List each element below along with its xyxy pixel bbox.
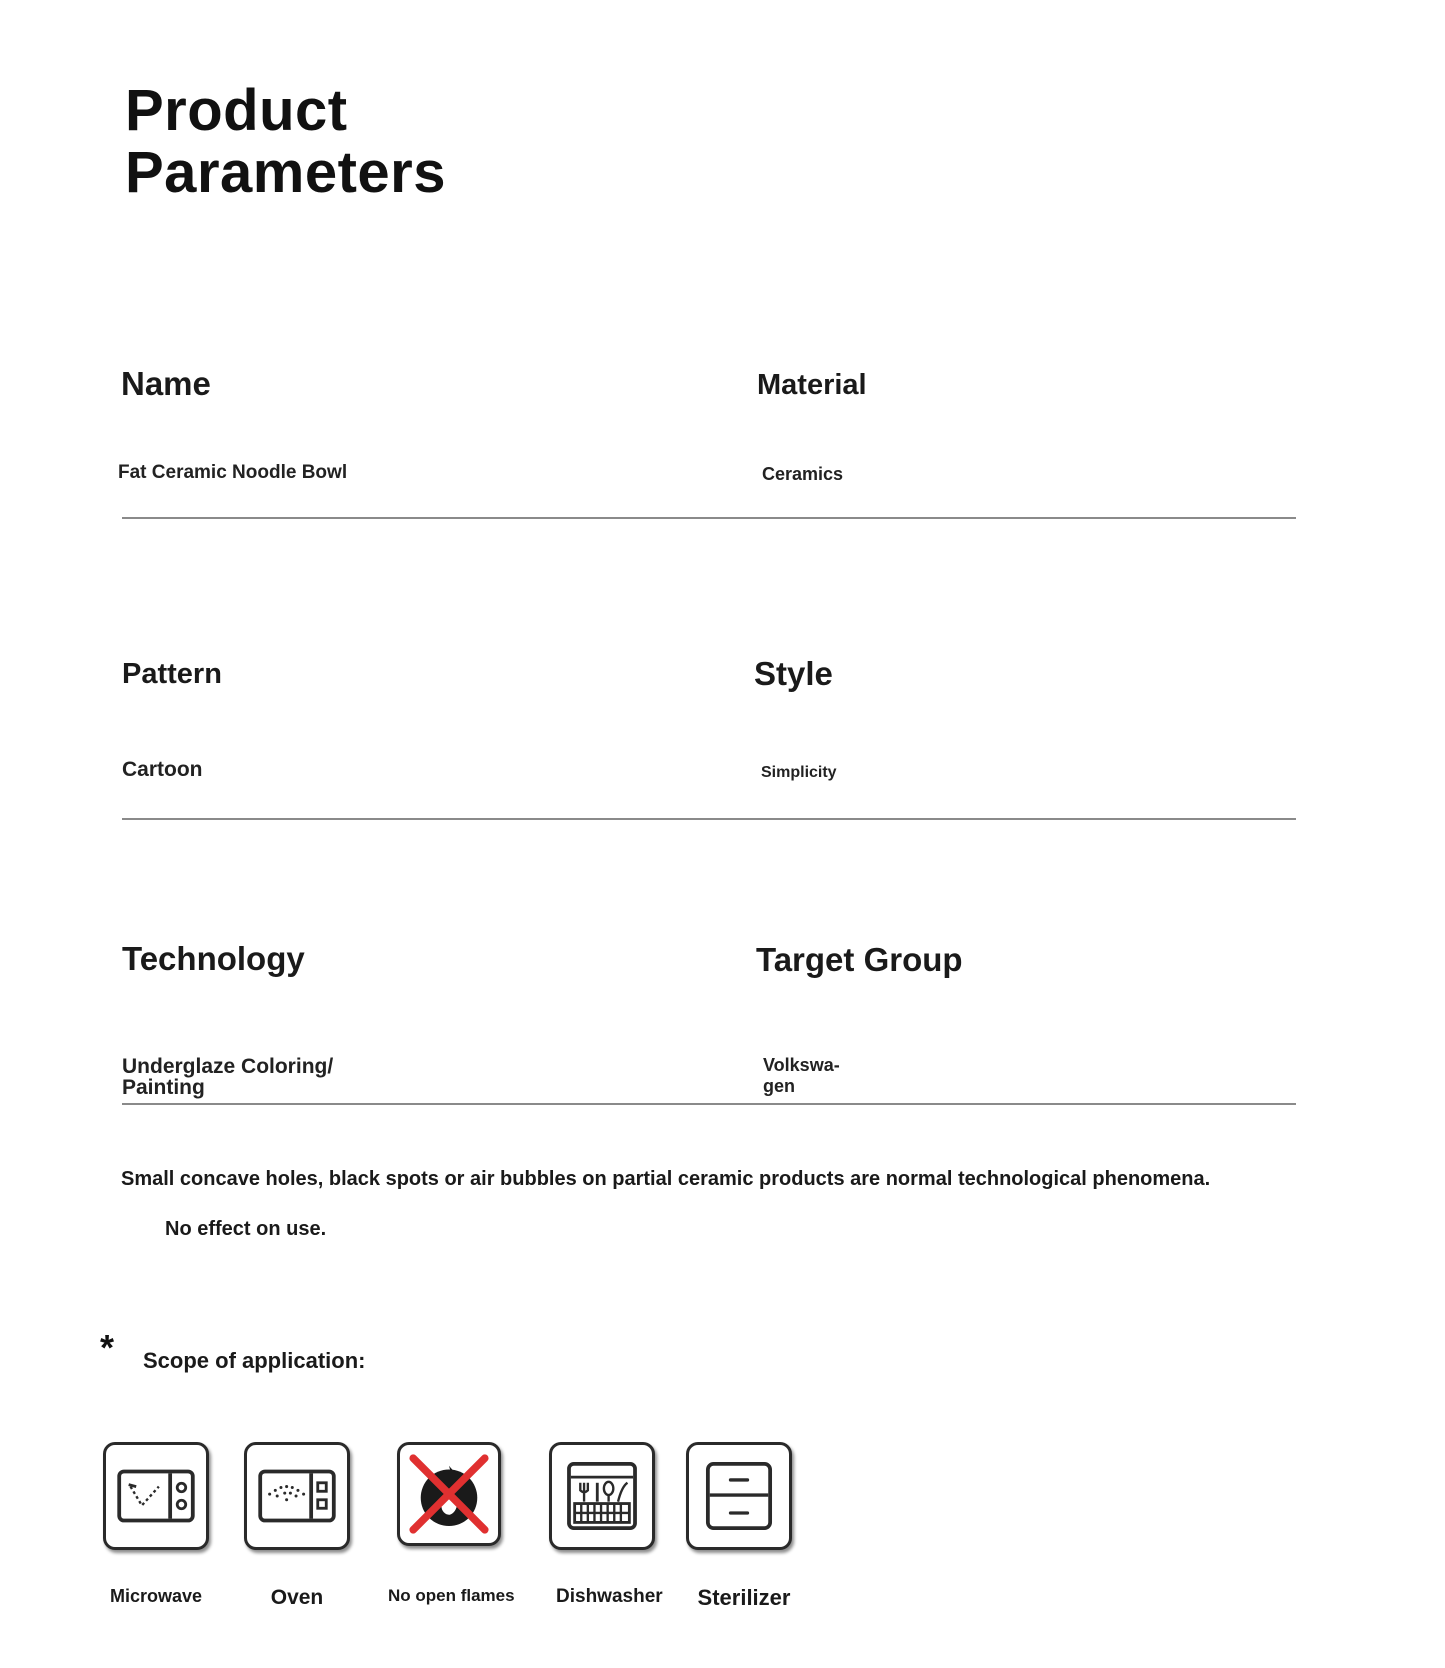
name-label: Name — [121, 365, 211, 402]
style-label: Style — [754, 655, 833, 692]
microwave-icon — [103, 1442, 209, 1550]
divider-row-1 — [122, 517, 1296, 519]
material-value: Ceramics — [762, 464, 844, 484]
material-label: Material — [757, 369, 867, 401]
oven-caption: Oven — [270, 1586, 324, 1609]
technology-value-line-2: Painting — [122, 1076, 205, 1099]
scope-label: Scope of application: — [143, 1348, 366, 1373]
dishwasher-icon — [549, 1442, 655, 1550]
no-open-flames-icon — [397, 1442, 501, 1546]
name-value: Fat Ceramic Noodle Bowl — [118, 462, 348, 483]
target-group-label: Target Group — [756, 941, 963, 978]
sterilizer-caption: Sterilizer — [697, 1585, 791, 1610]
oven-icon — [244, 1442, 350, 1550]
page-title-line-1: Product — [125, 78, 348, 143]
dishwasher-caption: Dishwasher — [556, 1586, 663, 1607]
technology-value-line-1: Underglaze Coloring/ — [122, 1055, 334, 1078]
note-subtext: No effect on use. — [165, 1218, 327, 1240]
pattern-value: Cartoon — [122, 758, 203, 781]
target-group-value-line-2: gen — [763, 1076, 796, 1096]
divider-row-3 — [122, 1103, 1296, 1105]
style-value: Simplicity — [761, 764, 837, 781]
microwave-caption: Microwave — [109, 1586, 203, 1606]
page-title — [125, 80, 446, 204]
no-open-flames-caption: No open flames — [388, 1586, 515, 1605]
divider-row-2 — [122, 818, 1296, 820]
target-group-value-line-1: Volkswa- — [763, 1055, 840, 1075]
target-group-value — [763, 1055, 840, 1097]
note-text: Small concave holes, black spots or air bubbles on partial ceramic products are normal technological phenomena. — [121, 1168, 1211, 1190]
sterilizer-icon — [686, 1442, 792, 1550]
page-title-line-2: Parameters — [125, 140, 446, 205]
technology-value — [122, 1056, 333, 1098]
technology-label: Technology — [122, 940, 305, 977]
pattern-label: Pattern — [122, 658, 222, 690]
asterisk-icon: * — [100, 1327, 115, 1368]
